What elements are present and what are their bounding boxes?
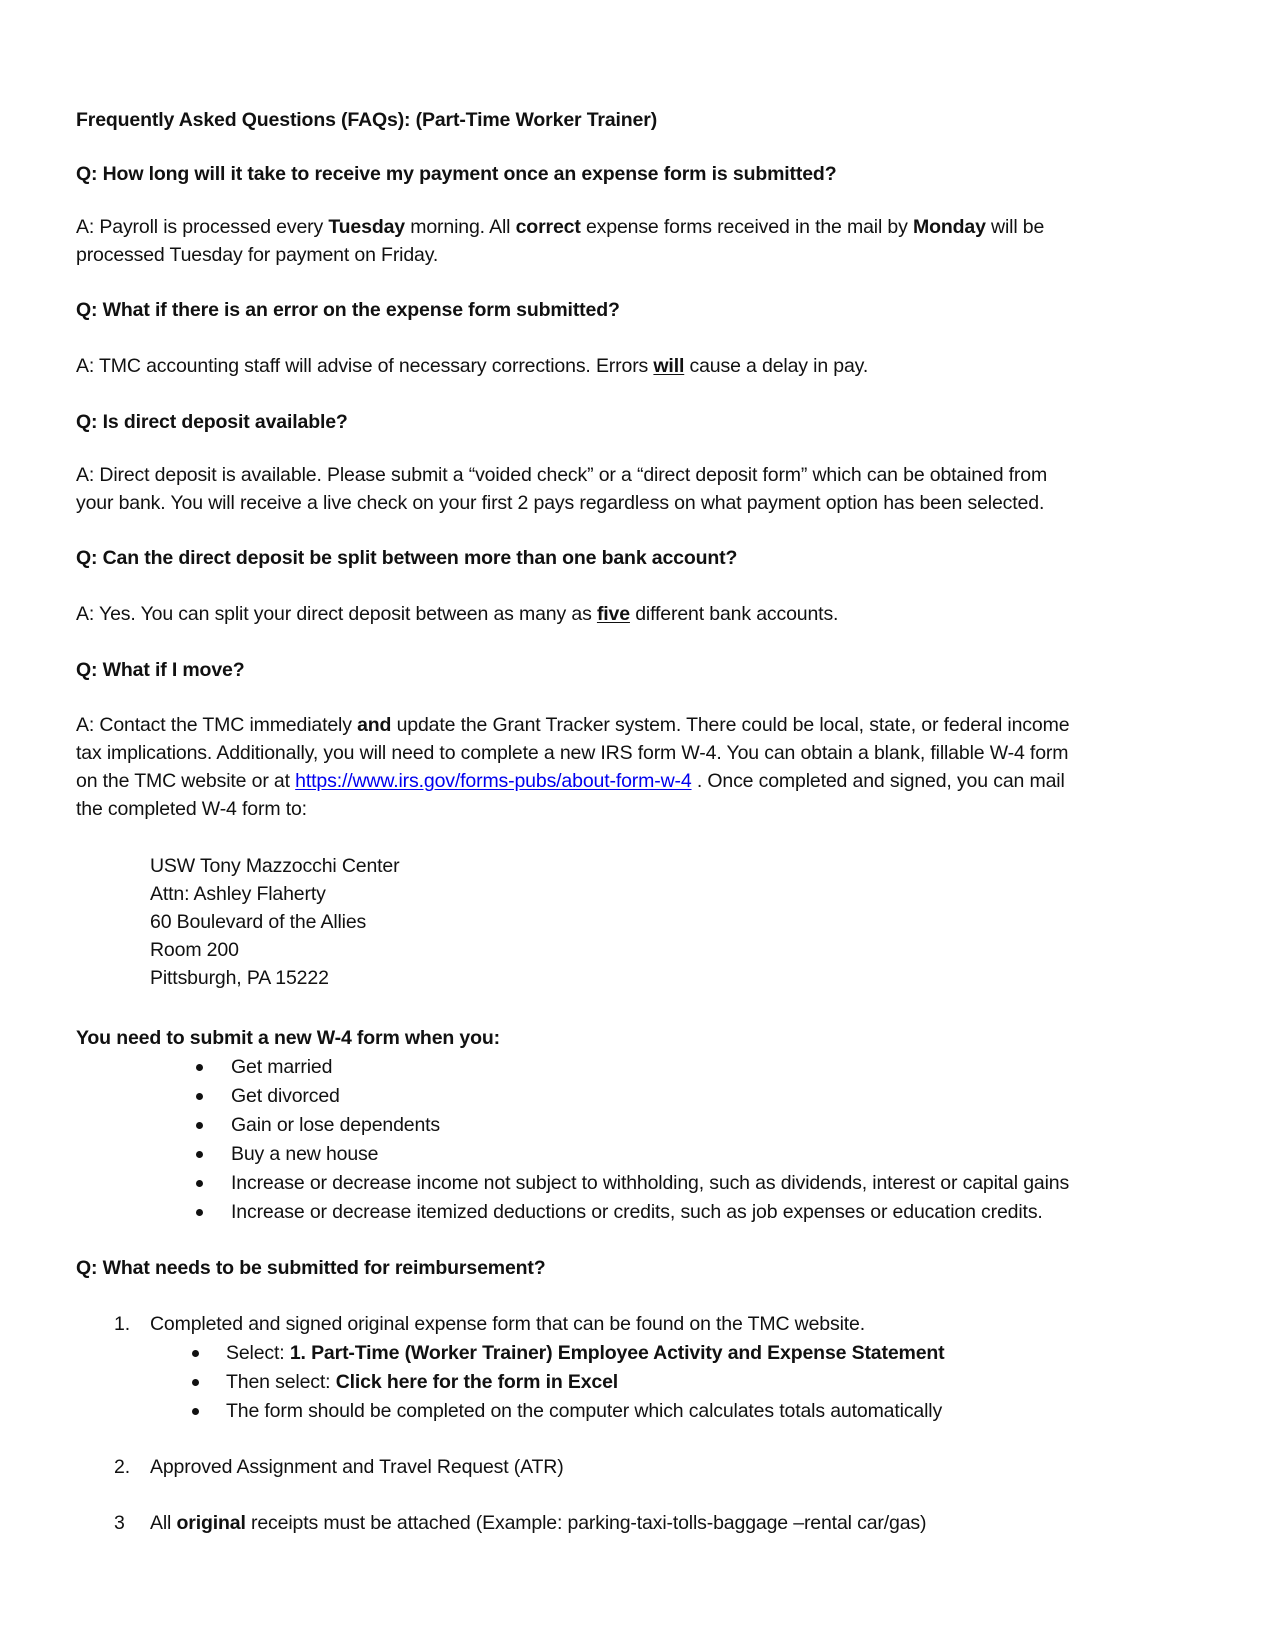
irs-w4-link[interactable]: https://www.irs.gov/forms-pubs/about-form-w-4 bbox=[295, 770, 692, 792]
bullet-icon bbox=[196, 1180, 203, 1187]
answer-text: expense forms received in the mail by bbox=[580, 216, 913, 238]
faq-question: Q: What if I move? bbox=[76, 659, 245, 681]
answer-emphasis: five bbox=[596, 603, 630, 625]
w4-heading: You need to submit a new W-4 form when you: bbox=[76, 1027, 500, 1049]
faq-answer bbox=[76, 213, 1044, 241]
bullet-icon bbox=[192, 1379, 199, 1386]
list-item-text: Buy a new house bbox=[231, 1143, 379, 1165]
bullet-icon bbox=[192, 1408, 199, 1415]
list-item-text: Get married bbox=[231, 1056, 333, 1078]
answer-text: A: TMC accounting staff will advise of necessary corrections. Errors bbox=[76, 355, 654, 377]
faq-answer-line: the completed W-4 form to: bbox=[76, 798, 307, 820]
answer-text: morning. All bbox=[404, 216, 516, 238]
list-item-text: Gain or lose dependents bbox=[231, 1114, 441, 1136]
list-item-text: Increase or decrease itemized deductions or credits, such as job expenses or education credits. bbox=[231, 1201, 1043, 1223]
bullet-icon bbox=[196, 1209, 203, 1216]
faq-answer-line: tax implications. Additionally, you will need to complete a new IRS form W-4. You can obtain a blank, fillable W-4 form bbox=[76, 742, 1069, 764]
list-item-number: 3 bbox=[114, 1512, 125, 1534]
address-line: USW Tony Mazzocchi Center bbox=[150, 855, 400, 877]
answer-text: A: Payroll is processed every bbox=[76, 216, 329, 238]
answer-text: A: Contact the TMC immediately bbox=[76, 714, 358, 736]
faq-question: Q: What if there is an error on the expense form submitted? bbox=[76, 299, 620, 321]
answer-emphasis: will bbox=[653, 355, 685, 377]
faq-question: Q: What needs to be submitted for reimbursement? bbox=[76, 1257, 546, 1279]
list-item-text: Increase or decrease income not subject to withholding, such as dividends, interest or capital gains bbox=[231, 1172, 1070, 1194]
bullet-icon bbox=[196, 1151, 203, 1158]
answer-emphasis: correct bbox=[515, 216, 581, 238]
answer-emphasis: and bbox=[357, 714, 392, 736]
list-item-text: Get divorced bbox=[231, 1085, 340, 1107]
address-line: Pittsburgh, PA 15222 bbox=[150, 967, 329, 989]
faq-answer bbox=[76, 352, 868, 380]
faq-answer-line: your bank. You will receive a live check on your first 2 pays regardless on what payment option has been selected. bbox=[76, 492, 1045, 514]
answer-text: different bank accounts. bbox=[629, 603, 839, 625]
faq-answer-line: A: Direct deposit is available. Please submit a “voided check” or a “direct deposit form” which can be obtained from bbox=[76, 464, 1048, 486]
list-item-text: All original receipts must be attached (Example: parking-taxi-tolls-baggage –rental car/gas) bbox=[150, 1512, 927, 1534]
bullet-icon bbox=[196, 1093, 203, 1100]
answer-emphasis: Tuesday bbox=[328, 216, 405, 238]
document-title: Frequently Asked Questions (FAQs): (Part-Time Worker Trainer) bbox=[76, 109, 658, 131]
list-item-text: The form should be completed on the computer which calculates totals automatically bbox=[226, 1400, 943, 1422]
faq-answer bbox=[76, 711, 1069, 739]
bullet-icon bbox=[196, 1122, 203, 1129]
answer-text: will be bbox=[985, 216, 1045, 238]
list-item-text: Approved Assignment and Travel Request (ATR) bbox=[150, 1456, 564, 1478]
faq-answer bbox=[76, 767, 1065, 795]
list-item-text: Select: 1. Part-Time (Worker Trainer) Employee Activity and Expense Statement bbox=[226, 1342, 945, 1364]
list-item-text: Completed and signed original expense form that can be found on the TMC website. bbox=[150, 1313, 865, 1335]
faq-question: Q: How long will it take to receive my payment once an expense form is submitted? bbox=[76, 163, 837, 185]
answer-emphasis: Monday bbox=[913, 216, 986, 238]
bullet-icon bbox=[196, 1064, 203, 1071]
list-item-number: 1. bbox=[114, 1313, 130, 1335]
faq-question: Q: Can the direct deposit be split between more than one bank account? bbox=[76, 547, 738, 569]
list-item-number: 2. bbox=[114, 1456, 130, 1478]
answer-text: cause a delay in pay. bbox=[684, 355, 869, 377]
bullet-icon bbox=[192, 1350, 199, 1357]
answer-text: A: Yes. You can split your direct deposit between as many as bbox=[76, 603, 597, 625]
faq-answer-line: processed Tuesday for payment on Friday. bbox=[76, 244, 439, 266]
answer-text: on the TMC website or at bbox=[76, 770, 296, 792]
faq-question: Q: Is direct deposit available? bbox=[76, 411, 348, 433]
faq-answer bbox=[76, 600, 838, 628]
list-item-text: Then select: Click here for the form in Excel bbox=[226, 1371, 619, 1393]
answer-text: update the Grant Tracker system. There could be local, state, or federal income bbox=[391, 714, 1070, 736]
address-line: Attn: Ashley Flaherty bbox=[150, 883, 326, 905]
address-line: 60 Boulevard of the Allies bbox=[150, 911, 367, 933]
address-line: Room 200 bbox=[150, 939, 239, 961]
answer-text: . Once completed and signed, you can mail bbox=[691, 770, 1065, 792]
